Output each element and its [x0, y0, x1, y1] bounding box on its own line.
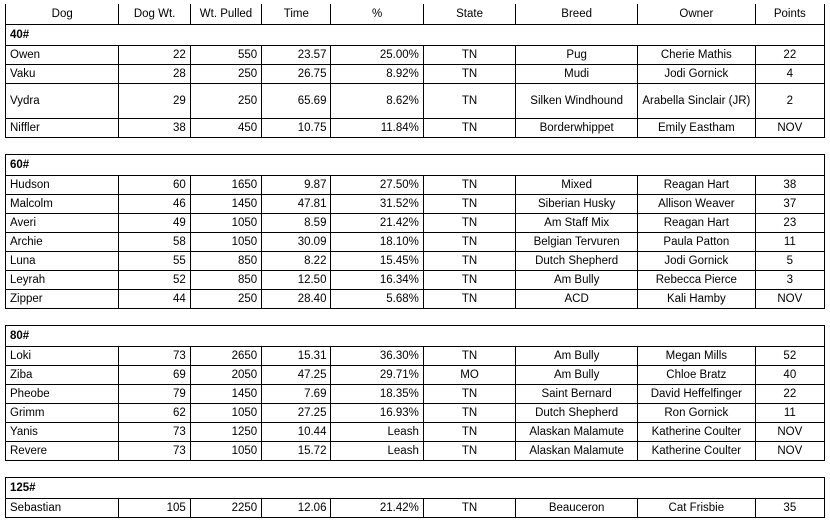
column-header-time: Time [262, 4, 331, 25]
cell-points: 4 [755, 65, 824, 84]
cell-state: TN [423, 214, 515, 233]
cell-owner: Katherine Coulter [638, 423, 756, 442]
cell-state: TN [423, 65, 515, 84]
table-row [6, 290, 825, 309]
cell-dog: Niffler [6, 119, 119, 138]
cell-wt-pulled: 1050 [190, 214, 261, 233]
cell-percent: Leash [331, 423, 423, 442]
cell-state: TN [423, 195, 515, 214]
spacer-cell [6, 461, 825, 478]
table-row [6, 347, 825, 366]
cell-dog-wt: 55 [119, 252, 190, 271]
cell-dog: Archie [6, 233, 119, 252]
cell-dog-wt: 38 [119, 119, 190, 138]
cell-owner: Reagan Hart [638, 176, 756, 195]
cell-breed: Beauceron [516, 499, 638, 518]
table-row [6, 442, 825, 461]
cell-dog-wt: 73 [119, 347, 190, 366]
cell-dog-wt: 79 [119, 385, 190, 404]
cell-state: TN [423, 347, 515, 366]
cell-points: 22 [755, 385, 824, 404]
table-row [6, 176, 825, 195]
cell-percent: 16.93% [331, 404, 423, 423]
column-header-wt-pulled: Wt. Pulled [190, 4, 261, 25]
cell-wt-pulled: 1050 [190, 442, 261, 461]
cell-owner: Megan Mills [638, 347, 756, 366]
cell-breed: Dutch Shepherd [516, 404, 638, 423]
division-label: 125# [6, 478, 825, 499]
cell-wt-pulled: 1450 [190, 195, 261, 214]
cell-breed: Mixed [516, 176, 638, 195]
cell-time: 23.57 [262, 46, 331, 65]
cell-dog: Malcolm [6, 195, 119, 214]
cell-percent: 18.10% [331, 233, 423, 252]
cell-percent: 21.42% [331, 499, 423, 518]
cell-dog: Vaku [6, 65, 119, 84]
cell-time: 28.40 [262, 290, 331, 309]
cell-percent: 25.00% [331, 46, 423, 65]
cell-dog: Averi [6, 214, 119, 233]
cell-dog: Hudson [6, 176, 119, 195]
division-header-row [6, 478, 825, 499]
cell-points: 23 [755, 214, 824, 233]
cell-dog: Leyrah [6, 271, 119, 290]
cell-dog: Grimm [6, 404, 119, 423]
table-row [6, 385, 825, 404]
results-table [5, 4, 825, 518]
division-label: 40# [6, 25, 825, 46]
cell-percent: 27.50% [331, 176, 423, 195]
cell-dog: Ziba [6, 366, 119, 385]
cell-state: TN [423, 271, 515, 290]
cell-wt-pulled: 1650 [190, 176, 261, 195]
cell-points: NOV [755, 119, 824, 138]
cell-owner: Ron Gornick [638, 404, 756, 423]
table-header [6, 4, 825, 25]
cell-points: 22 [755, 46, 824, 65]
cell-dog: Revere [6, 442, 119, 461]
cell-breed: Alaskan Malamute [516, 442, 638, 461]
cell-percent: 8.62% [331, 84, 423, 119]
cell-state: TN [423, 442, 515, 461]
division-spacer [6, 461, 825, 478]
cell-points: 40 [755, 366, 824, 385]
cell-dog-wt: 52 [119, 271, 190, 290]
cell-owner: Jodi Gornick [638, 252, 756, 271]
cell-dog: Sebastian [6, 499, 119, 518]
column-header-dog-wt: Dog Wt. [119, 4, 190, 25]
table-row [6, 214, 825, 233]
table-row [6, 423, 825, 442]
cell-breed: Mudi [516, 65, 638, 84]
spacer-cell [6, 138, 825, 155]
cell-owner: Katherine Coulter [638, 442, 756, 461]
cell-points: NOV [755, 423, 824, 442]
cell-breed: Am Staff Mix [516, 214, 638, 233]
cell-dog: Pheobe [6, 385, 119, 404]
cell-time: 8.22 [262, 252, 331, 271]
cell-wt-pulled: 1250 [190, 423, 261, 442]
table-row [6, 404, 825, 423]
cell-dog-wt: 49 [119, 214, 190, 233]
cell-state: MO [423, 366, 515, 385]
cell-percent: Leash [331, 442, 423, 461]
cell-time: 10.44 [262, 423, 331, 442]
cell-time: 12.06 [262, 499, 331, 518]
cell-time: 30.09 [262, 233, 331, 252]
cell-dog-wt: 73 [119, 423, 190, 442]
cell-wt-pulled: 1050 [190, 404, 261, 423]
table-row [6, 499, 825, 518]
cell-points: NOV [755, 290, 824, 309]
cell-dog-wt: 60 [119, 176, 190, 195]
cell-owner: Paula Patton [638, 233, 756, 252]
cell-points: 5 [755, 252, 824, 271]
cell-state: TN [423, 84, 515, 119]
cell-percent: 5.68% [331, 290, 423, 309]
cell-dog-wt: 44 [119, 290, 190, 309]
table-row [6, 233, 825, 252]
cell-state: TN [423, 119, 515, 138]
cell-time: 15.72 [262, 442, 331, 461]
cell-state: TN [423, 423, 515, 442]
cell-breed: Siberian Husky [516, 195, 638, 214]
cell-dog: Luna [6, 252, 119, 271]
cell-owner: Kali Hamby [638, 290, 756, 309]
cell-points: 11 [755, 233, 824, 252]
cell-breed: Belgian Tervuren [516, 233, 638, 252]
cell-breed: Borderwhippet [516, 119, 638, 138]
table-row [6, 119, 825, 138]
cell-breed: Alaskan Malamute [516, 423, 638, 442]
division-label: 60# [6, 155, 825, 176]
table-body [6, 25, 825, 518]
cell-state: TN [423, 385, 515, 404]
cell-state: TN [423, 46, 515, 65]
cell-time: 7.69 [262, 385, 331, 404]
cell-dog-wt: 28 [119, 65, 190, 84]
cell-breed: Am Bully [516, 347, 638, 366]
cell-points: 52 [755, 347, 824, 366]
cell-dog: Yanis [6, 423, 119, 442]
division-header-row [6, 155, 825, 176]
cell-wt-pulled: 2050 [190, 366, 261, 385]
cell-dog: Vydra [6, 84, 119, 119]
cell-wt-pulled: 550 [190, 46, 261, 65]
cell-percent: 18.35% [331, 385, 423, 404]
cell-wt-pulled: 850 [190, 271, 261, 290]
cell-owner: Rebecca Pierce [638, 271, 756, 290]
cell-owner: Chloe Bratz [638, 366, 756, 385]
cell-percent: 15.45% [331, 252, 423, 271]
cell-dog-wt: 105 [119, 499, 190, 518]
cell-breed: Am Bully [516, 271, 638, 290]
division-header-row [6, 326, 825, 347]
cell-time: 47.25 [262, 366, 331, 385]
cell-state: TN [423, 176, 515, 195]
column-header-points: Points [755, 4, 824, 25]
cell-points: 3 [755, 271, 824, 290]
column-header-percent: % [331, 4, 423, 25]
cell-owner: David Heffelfinger [638, 385, 756, 404]
cell-breed: Saint Bernard [516, 385, 638, 404]
column-header-breed: Breed [516, 4, 638, 25]
table-row [6, 46, 825, 65]
cell-breed: Silken Windhound [516, 84, 638, 119]
cell-owner: Emily Eastham [638, 119, 756, 138]
cell-points: 38 [755, 176, 824, 195]
cell-time: 8.59 [262, 214, 331, 233]
cell-dog-wt: 22 [119, 46, 190, 65]
spacer-cell [6, 309, 825, 326]
cell-state: TN [423, 404, 515, 423]
cell-state: TN [423, 290, 515, 309]
cell-wt-pulled: 250 [190, 290, 261, 309]
cell-percent: 21.42% [331, 214, 423, 233]
cell-percent: 36.30% [331, 347, 423, 366]
cell-state: TN [423, 499, 515, 518]
column-header-state: State [423, 4, 515, 25]
cell-points: 37 [755, 195, 824, 214]
cell-points: 11 [755, 404, 824, 423]
cell-breed: Pug [516, 46, 638, 65]
cell-dog-wt: 29 [119, 84, 190, 119]
cell-time: 65.69 [262, 84, 331, 119]
cell-dog: Zipper [6, 290, 119, 309]
cell-points: NOV [755, 442, 824, 461]
cell-time: 27.25 [262, 404, 331, 423]
division-spacer [6, 138, 825, 155]
cell-breed: Am Bully [516, 366, 638, 385]
cell-time: 47.81 [262, 195, 331, 214]
cell-dog-wt: 69 [119, 366, 190, 385]
cell-percent: 29.71% [331, 366, 423, 385]
cell-wt-pulled: 250 [190, 65, 261, 84]
cell-breed: Dutch Shepherd [516, 252, 638, 271]
cell-percent: 31.52% [331, 195, 423, 214]
cell-owner: Jodi Gornick [638, 65, 756, 84]
division-spacer [6, 309, 825, 326]
cell-wt-pulled: 850 [190, 252, 261, 271]
cell-state: TN [423, 233, 515, 252]
cell-owner: Cat Frisbie [638, 499, 756, 518]
cell-dog: Owen [6, 46, 119, 65]
cell-time: 26.75 [262, 65, 331, 84]
cell-dog: Loki [6, 347, 119, 366]
table-row [6, 84, 825, 119]
cell-dog-wt: 73 [119, 442, 190, 461]
cell-time: 15.31 [262, 347, 331, 366]
cell-owner: Allison Weaver [638, 195, 756, 214]
cell-time: 10.75 [262, 119, 331, 138]
cell-points: 35 [755, 499, 824, 518]
table-row [6, 366, 825, 385]
cell-dog-wt: 58 [119, 233, 190, 252]
cell-wt-pulled: 2650 [190, 347, 261, 366]
division-header-row [6, 25, 825, 46]
cell-time: 12.50 [262, 271, 331, 290]
header-row [6, 4, 825, 25]
cell-dog-wt: 46 [119, 195, 190, 214]
cell-wt-pulled: 250 [190, 84, 261, 119]
cell-owner: Cherie Mathis [638, 46, 756, 65]
column-header-dog: Dog [6, 4, 119, 25]
cell-percent: 16.34% [331, 271, 423, 290]
cell-dog-wt: 62 [119, 404, 190, 423]
table-row [6, 195, 825, 214]
cell-percent: 8.92% [331, 65, 423, 84]
column-header-owner: Owner [638, 4, 756, 25]
cell-percent: 11.84% [331, 119, 423, 138]
cell-wt-pulled: 1450 [190, 385, 261, 404]
table-row [6, 65, 825, 84]
cell-time: 9.87 [262, 176, 331, 195]
table-row [6, 271, 825, 290]
cell-wt-pulled: 450 [190, 119, 261, 138]
cell-wt-pulled: 1050 [190, 233, 261, 252]
division-label: 80# [6, 326, 825, 347]
cell-owner: Arabella Sinclair (JR) [638, 84, 756, 119]
cell-state: TN [423, 252, 515, 271]
results-sheet [0, 4, 830, 527]
table-row [6, 252, 825, 271]
cell-owner: Reagan Hart [638, 214, 756, 233]
cell-points: 2 [755, 84, 824, 119]
cell-wt-pulled: 2250 [190, 499, 261, 518]
cell-breed: ACD [516, 290, 638, 309]
